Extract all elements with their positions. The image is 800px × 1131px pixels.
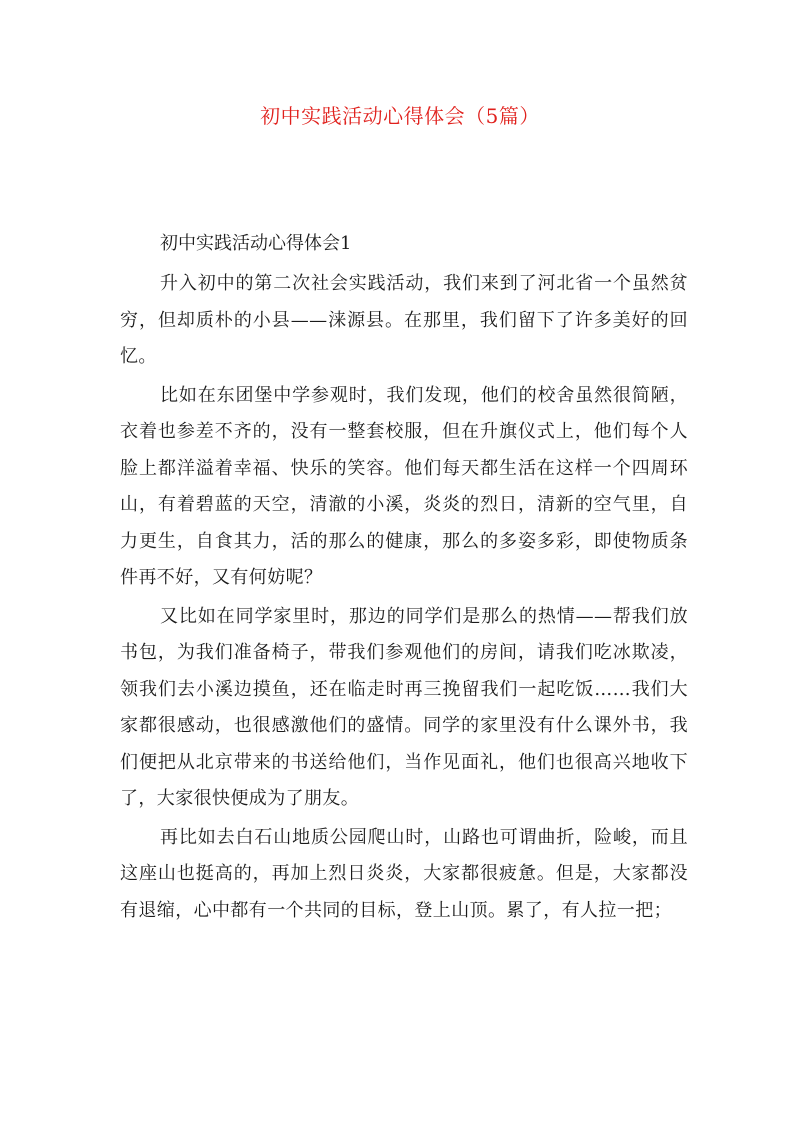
paragraph-2: 比如在东团堡中学参观时，我们发现，他们的校舍虽然很简陋，衣着也参差不齐的，没有一整套校服，但在升旗仪式上，他们每个人脸上都洋溢着幸福、快乐的笑容。他们每天都生活在这样一个四周环山，有着碧蓝的天空，清澈的小溪，炎炎的烈日，清新的空气里，自力更生，自食其力，活的那么的健康，那么的多姿多彩，即使物质条件再不好，又有何妨呢？ [120,384,688,588]
paragraph-1: 升入初中的第二次社会实践活动，我们来到了河北省一个虽然贫穷，但却质朴的小县——涞源县。在那里，我们留下了许多美好的回忆。 [120,273,688,367]
paragraph-4: 再比如去白石山地质公园爬山时，山路也可谓曲折，险峻，而且这座山也挺高的，再加上烈日炎炎，大家都很疲惫。但是，大家都没有退缩，心中都有一个共同的目标，登上山顶。累了，有人拉一把； [120,826,688,921]
document-body [120,226,688,929]
section-heading: 初中实践活动心得体会1 [160,233,352,254]
paragraph-3: 又比如在同学家里时，那边的同学们是那么的热情——帮我们放书包，为我们准备椅子，带我们参观他们的房间，请我们吃冰欺凌，领我们去小溪边摸鱼，还在临走时再三挽留我们一起吃饭……我们大家都很感动，也很感激他们的盛情。同学的家里没有什么课外书，我们便把从北京带来的书送给他们，当作见面礼，他们也很高兴地收下了，大家很快便成为了朋友。 [120,605,688,809]
document-title: 初中实践活动心得体会（5篇） [260,104,540,128]
